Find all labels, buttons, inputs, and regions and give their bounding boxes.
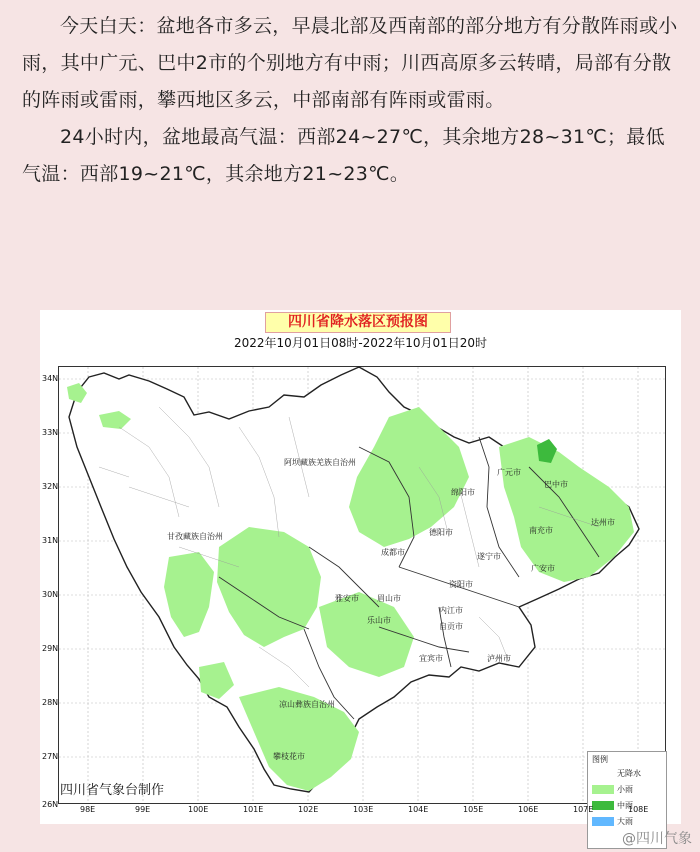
city-label: 南充市 xyxy=(529,526,553,535)
legend-swatch-moderate-rain xyxy=(592,801,614,810)
legend-swatch-no-precip xyxy=(592,769,614,778)
legend-item-light-rain xyxy=(592,784,633,794)
lat-label: 26N xyxy=(42,800,59,809)
city-label: 眉山市 xyxy=(377,594,401,603)
forecast-paragraph-daytime: 今天白天：盆地各市多云，早晨北部及西南部的部分地方有分散阵雨或小雨，其中广元、巴中2市的个别地方有中雨；川西高原多云转晴，局部有分散的阵雨或雷雨，攀西地区多云，中部南部有阵雨或雷雨。 xyxy=(22,15,678,111)
city-label: 雅安市 xyxy=(335,594,359,603)
city-label: 成都市 xyxy=(381,548,405,557)
city-label: 绵阳市 xyxy=(451,488,475,497)
legend-swatch-light-rain xyxy=(592,785,614,794)
weibo-watermark: @四川气象 xyxy=(622,831,692,847)
lon-label: 100E xyxy=(188,805,209,814)
lat-label: 28N xyxy=(42,698,59,707)
city-label: 自贡市 xyxy=(439,622,463,631)
city-label: 泸州市 xyxy=(487,654,511,663)
city-label: 达州市 xyxy=(591,518,615,527)
lat-label: 34N xyxy=(42,374,59,383)
map-credit: 四川省气象台制作 xyxy=(60,783,165,798)
lat-label: 29N xyxy=(42,644,59,653)
lon-label: 104E xyxy=(408,805,429,814)
lat-label: 31N xyxy=(42,536,59,545)
legend-label-light-rain: 小雨 xyxy=(617,784,633,794)
lon-label: 107E xyxy=(573,805,594,814)
forecast-text xyxy=(22,8,682,193)
city-label: 乐山市 xyxy=(367,616,391,625)
map-title: 四川省降水落区预报图 xyxy=(265,312,451,333)
city-label: 德阳市 xyxy=(429,528,453,537)
lon-label: 105E xyxy=(463,805,484,814)
legend-item-no-precip xyxy=(592,768,641,778)
legend-title: 图例 xyxy=(592,755,608,764)
city-label: 内江市 xyxy=(439,606,463,615)
legend-item-heavy-rain xyxy=(592,816,633,826)
legend-label-heavy-rain: 大雨 xyxy=(617,816,633,826)
city-label: 宜宾市 xyxy=(419,654,443,663)
city-label: 广安市 xyxy=(531,564,555,573)
city-label: 甘孜藏族自治州 xyxy=(167,532,223,541)
city-label: 资阳市 xyxy=(449,580,473,589)
city-label: 阿坝藏族羌族自治州 xyxy=(284,458,356,467)
lon-label: 99E xyxy=(135,805,151,814)
city-label: 遂宁市 xyxy=(477,552,501,561)
map-subtitle: 2022年10月01日08时-2022年10月01日20时 xyxy=(233,336,488,350)
legend-item-moderate-rain xyxy=(592,800,633,810)
lon-label: 106E xyxy=(518,805,539,814)
lon-label: 101E xyxy=(243,805,264,814)
legend-label-moderate-rain: 中雨 xyxy=(617,800,633,810)
lat-label: 33N xyxy=(42,428,59,437)
lon-label: 98E xyxy=(80,805,96,814)
lat-label: 30N xyxy=(42,590,59,599)
city-label: 广元市 xyxy=(497,468,521,477)
lat-label: 32N xyxy=(42,482,59,491)
legend-swatch-heavy-rain xyxy=(592,817,614,826)
city-label: 凉山彝族自治州 xyxy=(279,700,335,709)
lon-label: 102E xyxy=(298,805,319,814)
legend-label-no-precip: 无降水 xyxy=(617,768,641,778)
map-svg xyxy=(59,367,665,803)
lon-label: 103E xyxy=(353,805,374,814)
lat-label: 27N xyxy=(42,752,59,761)
forecast-paragraph-temperature: 24小时内，盆地最高气温：西部24~27℃，其余地方28~31℃；最低气温：西部19~21℃，其余地方21~23℃。 xyxy=(22,126,665,185)
lon-label: 108E xyxy=(628,805,649,814)
precipitation-map-card xyxy=(40,310,681,824)
city-label: 攀枝花市 xyxy=(273,752,305,761)
city-label: 巴中市 xyxy=(544,480,568,489)
